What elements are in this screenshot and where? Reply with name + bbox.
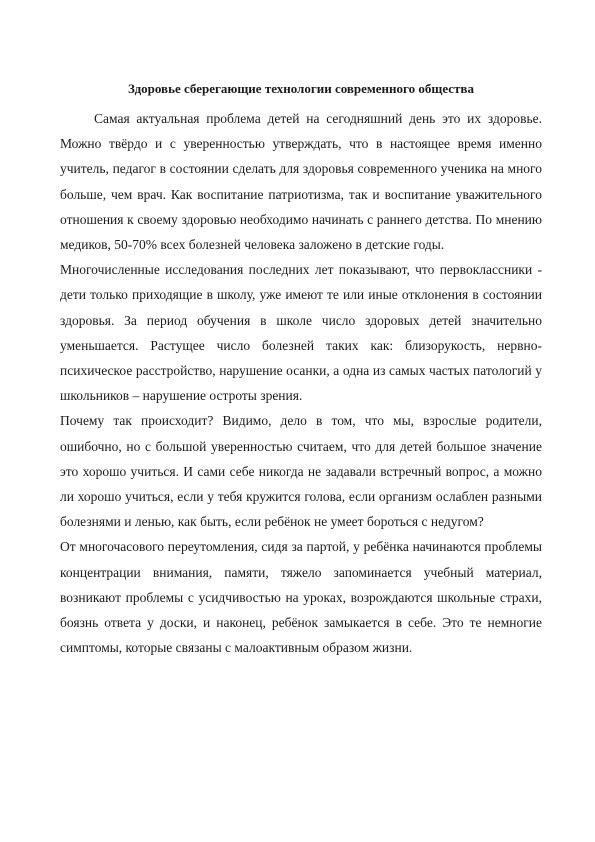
document-title: Здоровье сберегающие технологии современного общества (128, 81, 474, 96)
paragraph-4: От многочасового переутомления, сидя за партой, у ребёнка начинаются проблемы концентрации внимания, памяти, тяжело запоминается учебный материал, возникают проблемы с усидчивостью на уроках, возрождаются школьные страхи, боязнь ответа у доски, и наконец, ребёнок замыкается в себе. Это те немногие симптомы, которые связаны с малоактивным образом жизни. (60, 539, 542, 656)
document-body (60, 106, 542, 660)
paragraph-1: Самая актуальная проблема детей на сегодняшний день это их здоровье. Можно твёрдо и с уверенностью утверждать, что в настоящее время именно учитель, педагог в состоянии сделать для здоровья современного ученика на много больше, чем врач. Как воспитание патриотизма, так и воспитание уважительного отношения к своему здоровью необходимо начинать с раннего детства. По мнению медиков, 50-70% всех болезней человека заложено в детские годы. (60, 111, 542, 253)
paragraph-2: Многочисленные исследования последних лет показывают, что первоклассники - дети только приходящие в школу, уже имеют те или иные отклонения в состоянии здоровья. За период обучения в школе число здоровых детей значительно уменьшается. Растущее число болезней таких как: близорукость, нервно-психическое расстройство, нарушение осанки, а одна из самых частых патологий у школьников – нарушение остроты зрения. (60, 262, 542, 404)
paragraph-3: Почему так происходит? Видимо, дело в том, что мы, взрослые родители, ошибочно, но с большой уверенностью считаем, что для детей большое значение это хорошо учиться. И сами себе никогда не задавали встречный вопрос, а можно ли хорошо учиться, если у тебя кружится голова, если организм ослаблен разными болезнями и ленью, как быть, если ребёнок не умеет бороться с недугом? (60, 413, 542, 530)
